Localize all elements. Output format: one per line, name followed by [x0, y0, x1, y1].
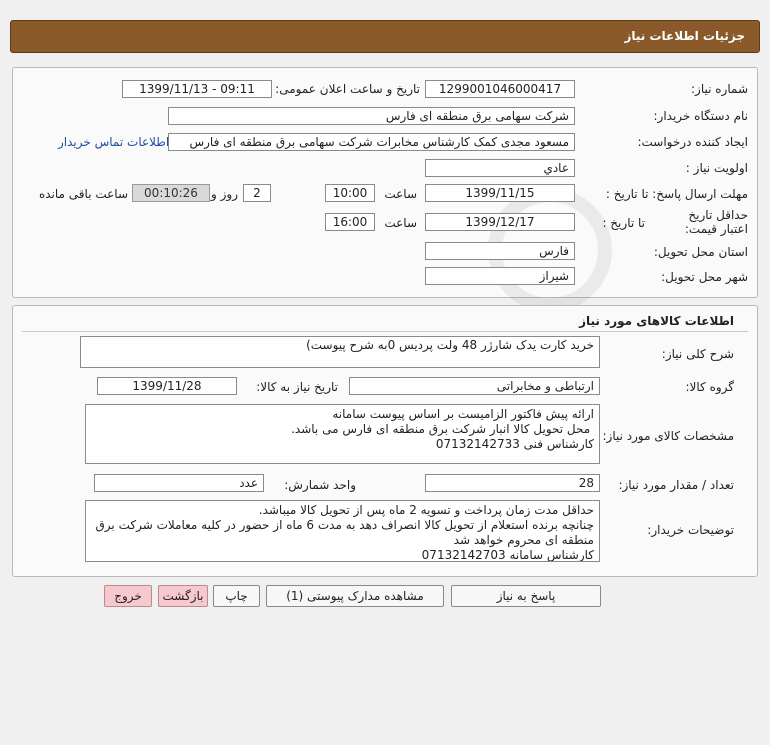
need-number-label: شماره نیاز: — [691, 82, 748, 96]
specs-line: ارائه پیش فاکتور الزامیست بر اساس پیوست سامانه — [332, 407, 594, 421]
buyer-notes-line: حداقل مدت زمان پرداخت و تسویه 2 ماه پس از تحویل کالا میباشد. — [258, 503, 594, 517]
quantity-label: تعداد / مقدار مورد نیاز: — [618, 478, 734, 492]
price-validity-to-label: تا تاریخ : — [602, 216, 645, 230]
city-field: شیراز — [425, 267, 575, 285]
goods-group-field: ارتباطی و مخابراتی — [349, 377, 600, 395]
requester-label: ایجاد کننده درخواست: — [637, 135, 748, 149]
priority-field: عادي — [425, 159, 575, 177]
buyer-org-label: نام دستگاه خریدار: — [653, 109, 748, 123]
deadline-time-field: 10:00 — [325, 184, 375, 202]
quantity-field: 28 — [425, 474, 600, 492]
need-date-label: تاریخ نیاز به کالا: — [256, 380, 338, 394]
remaining-days-label: روز و — [211, 187, 238, 201]
province-field: فارس — [425, 242, 575, 260]
unit-label: واحد شمارش: — [284, 478, 356, 492]
general-desc-label: شرح کلی نیاز: — [661, 347, 734, 361]
specs-line: کارشناس فنی 07132142733 — [435, 437, 594, 451]
remaining-time-label: ساعت باقی مانده — [38, 187, 128, 201]
priority-label: اولویت نیاز : — [685, 161, 748, 175]
general-desc-field: خرید کارت یدک شارژر 48 ولت پردیس 0به شرح پیوست) — [80, 336, 600, 368]
price-validity-time-field: 16:00 — [325, 213, 375, 231]
buyer-contact-link[interactable]: اطلاعات تماس خریدار — [58, 135, 170, 149]
need-info-panel — [12, 67, 758, 298]
requester-field: مسعود مجدی کمک کارشناس مخابرات شرکت سهامی برق منطقه ای فارس — [168, 133, 575, 151]
price-validity-time-label: ساعت — [384, 216, 417, 230]
goods-section-title: اطلاعات کالاهای مورد نیاز — [579, 314, 734, 328]
buyer-notes-line: کارشناس سامانه 07132142703 — [421, 548, 594, 562]
page-title: جزئیات اطلاعات نیاز — [624, 29, 745, 43]
goods-group-label: گروه کالا: — [685, 380, 734, 394]
need-date-field: 1399/11/28 — [97, 377, 237, 395]
exit-button[interactable]: خروج — [104, 585, 152, 607]
buyer-notes-line: چنانچه برنده استعلام از تحویل کالا انصراف دهد به مدت 6 ماه از حضور در کلیه معاملات شرکت برق منطقه ای محروم خواهد شد — [95, 518, 594, 547]
specs-label: مشخصات کالای مورد نیاز: — [602, 429, 734, 443]
province-label: استان محل تحویل: — [653, 245, 748, 259]
view-attachments-button[interactable]: مشاهده مدارک پیوستی (1) — [266, 585, 444, 607]
price-validity-date-field: 1399/12/17 — [425, 213, 575, 231]
deadline-date-field: 1399/11/15 — [425, 184, 575, 202]
goods-divider — [22, 331, 748, 332]
buyer-notes-field — [85, 500, 600, 562]
need-number-field: 1299001046000417 — [425, 80, 575, 98]
remaining-time-display: 00:10:26 — [132, 184, 210, 202]
remaining-days-field: 2 — [243, 184, 271, 202]
back-button[interactable]: بازگشت — [158, 585, 208, 607]
reply-button[interactable]: پاسخ به نیاز — [451, 585, 601, 607]
deadline-time-label: ساعت — [384, 187, 417, 201]
buyer-org-field: شرکت سهامی برق منطقه ای فارس — [168, 107, 575, 125]
specs-line: محل تحویل کالا انبار شرکت برق منطقه ای فارس می باشد. — [291, 422, 594, 436]
buyer-notes-label: توضیحات خریدار: — [647, 523, 734, 537]
deadline-label: مهلت ارسال پاسخ: تا تاریخ : — [605, 187, 748, 201]
specs-field — [85, 404, 600, 464]
unit-field: عدد — [94, 474, 264, 492]
price-validity-label: حداقل تاریخ اعتبار قیمت: — [684, 208, 748, 236]
announce-date-label: تاریخ و ساعت اعلان عمومی: — [275, 82, 420, 96]
city-label: شهر محل تحویل: — [661, 270, 748, 284]
page-header — [10, 20, 760, 53]
print-button[interactable]: چاپ — [213, 585, 260, 607]
announce-date-field: 1399/11/13 - 09:11 — [122, 80, 272, 98]
